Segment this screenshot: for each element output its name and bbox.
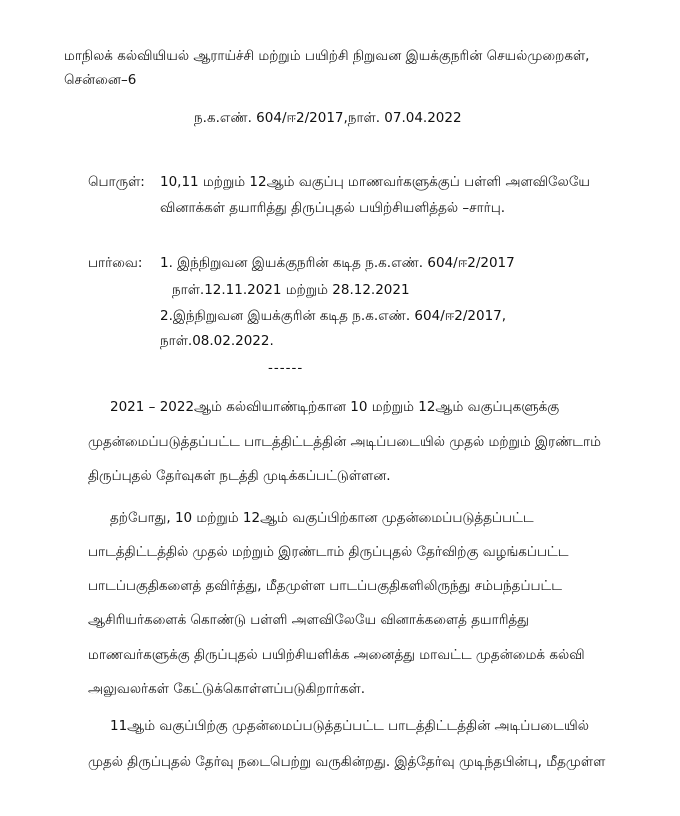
paragraph-2-line-2: பாடத்திட்டத்தில் முதல் மற்றும் இரண்டாம் திருப்புதல் தேர்விற்கு வழங்கப்பட்ட — [88, 544, 569, 560]
reference-item-1-line-1: 1. இந்நிறுவன இயக்குநரின் கடித ந.க.எண். 604/ஈ2/2017 — [160, 255, 515, 271]
paragraph-1-line-1: 2021 – 2022ஆம் கல்வியாண்டிற்கான 10 மற்றும் 12ஆம் வகுப்புகளுக்கு — [110, 399, 560, 415]
references-label: பார்வை: — [88, 255, 143, 271]
subject-line-1: 10,11 மற்றும் 12ஆம் வகுப்பு மாணவர்களுக்குப் பள்ளி அளவிலேயே — [160, 174, 591, 190]
reference-number: ந.க.எண். 604/ஈ2/2017,நாள். 07.04.2022 — [194, 110, 462, 126]
divider: ------ — [268, 360, 304, 376]
header-line-1: மாநிலக் கல்வியியல் ஆராய்ச்சி மற்றும் பயிற்சி நிறுவன இயக்குநரின் செயல்முறைகள், — [64, 48, 590, 64]
reference-item-2-line-1: 2.இந்நிறுவன இயக்குரின் கடித ந.க.எண். 604/ஈ2/2017, — [160, 308, 507, 324]
reference-item-2-line-2: நாள்.08.02.2022. — [160, 333, 274, 349]
paragraph-3-line-2: முதல் திருப்புதல் தேர்வு நடைபெற்று வருகின்றது. இத்தேர்வு முடிந்தபின்பு, மீதமுள்ள — [88, 754, 606, 770]
paragraph-3-line-1: 11ஆம் வகுப்பிற்கு முதன்மைப்படுத்தப்பட்ட பாடத்திட்டத்தின் அடிப்படையில் — [110, 718, 589, 734]
paragraph-2-line-6: அலுவலர்கள் கேட்டுக்கொள்ளப்படுகிறார்கள். — [88, 681, 366, 697]
paragraph-2-line-4: ஆசிரியர்களைக் கொண்டு பள்ளி அளவிலேயே வினாக்களைத் தயாரித்து — [88, 612, 529, 628]
reference-item-1-line-2: நாள்.12.11.2021 மற்றும் 28.12.2021 — [172, 282, 410, 298]
paragraph-1-line-2: முதன்மைப்படுத்தப்பட்ட பாடத்திட்டத்தின் அடிப்படையில் முதல் மற்றும் இரண்டாம் — [88, 434, 601, 450]
header-line-2: சென்னை–6 — [64, 72, 137, 88]
paragraph-2-line-3: பாடப்பகுதிகளைத் தவிர்த்து, மீதமுள்ள பாடப்பகுதிகளிலிருந்து சம்பந்தப்பட்ட — [88, 578, 563, 594]
paragraph-1-line-3: திருப்புதல் தேர்வுகள் நடத்தி முடிக்கப்பட்டுள்ளன. — [88, 468, 391, 484]
paragraph-2-line-5: மாணவர்களுக்கு திருப்புதல் பயிற்சியளிக்க அனைத்து மாவட்ட முதன்மைக் கல்வி — [88, 647, 585, 663]
subject-label: பொருள்: — [88, 174, 145, 190]
paragraph-2-line-1: தற்போது, 10 மற்றும் 12ஆம் வகுப்பிற்கான முதன்மைப்படுத்தப்பட்ட — [110, 510, 534, 526]
subject-line-2: வினாக்கள் தயாரித்து திருப்புதல் பயிற்சியளித்தல் –சார்பு. — [160, 200, 506, 216]
